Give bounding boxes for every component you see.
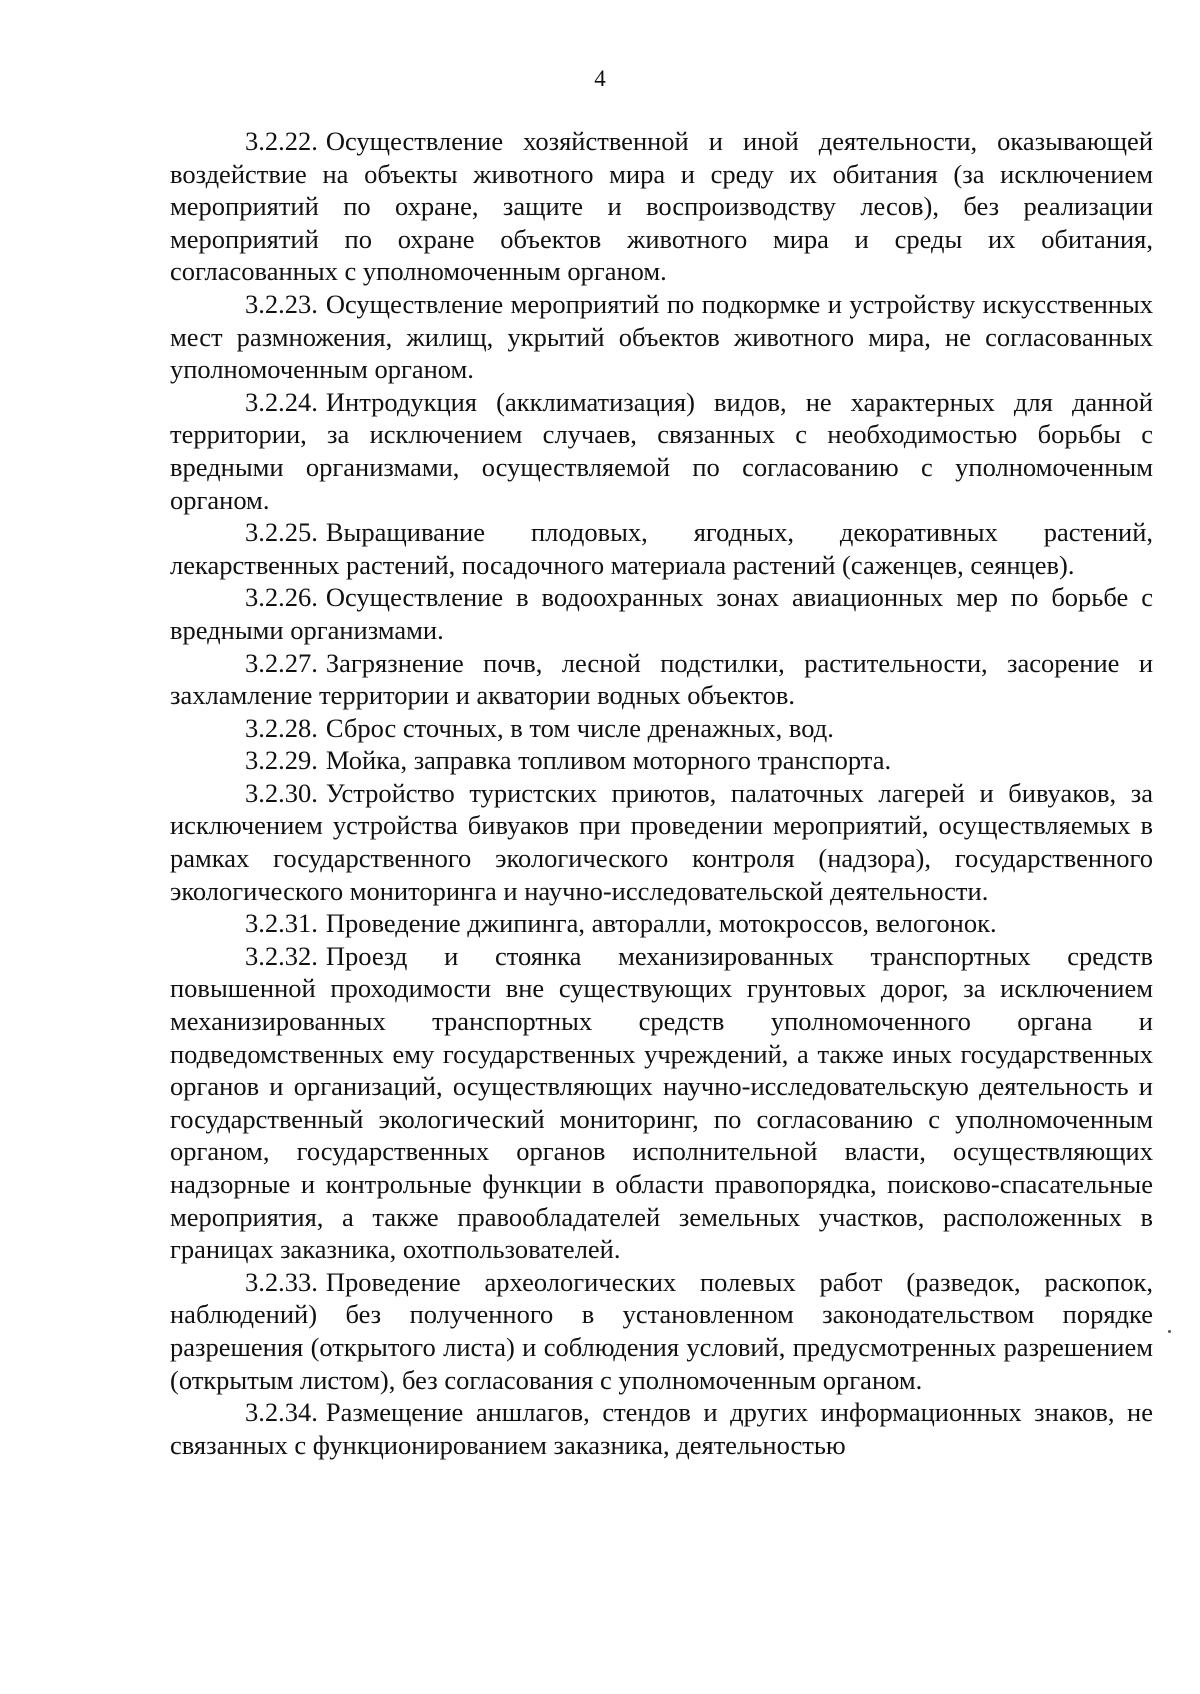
paragraph-text: Сброс сточных, в том числе дренажных, вод. [325, 712, 834, 743]
paragraph-number: 3.2.24. [245, 386, 318, 417]
paragraph-text: Осуществление хозяйственной и иной деятельности, оказывающей воздействие на объекты животного мира и среду их обитания (за исключением мероприятий по охране, защите и воспроизводству лесов), без реализации мероприятий по охране объектов животного мира и среды их обитания, согласованных с уполномоченным органом. [170, 126, 1153, 287]
paragraph-3-2-22 [170, 125, 1153, 288]
paragraph-number: 3.2.23. [245, 288, 318, 319]
paragraph-text: Устройство туристских приютов, палаточных лагерей и бивуаков, за исключением устройства бивуаков при проведении мероприятий, осуществляемых в рамках государственного экологического контроля (надзора), государственного экологического мониторинга и научно-исследовательской деятельности. [170, 777, 1153, 906]
paragraph-text: Размещение аншлагов, стендов и других информационных знаков, не связанных с функционированием заказника, деятельностью [170, 1397, 1153, 1460]
page-number: 4 [594, 66, 606, 91]
paragraph-3-2-23 [170, 288, 1153, 386]
paragraph-3-2-28 [170, 712, 1153, 745]
paragraph-text: Проведение археологических полевых работ (разведок, раскопок, наблюдений) без полученного в установленном законодательством порядке разрешения (открытого листа) и соблюдения условий, предусмотренных разрешением (открытым листом), без согласования с уполномоченным органом. [170, 1266, 1153, 1395]
paragraph-number: 3.2.27. [245, 647, 318, 678]
paragraph-text: Выращивание плодовых, ягодных, декоративных растений, лекарственных растений, посадочного материала растений (саженцев, сеянцев). [170, 517, 1153, 580]
paragraph-number: 3.2.25. [245, 517, 318, 548]
paragraph-3-2-34 [170, 1396, 1153, 1461]
paragraph-text: Загрязнение почв, лесной подстилки, растительности, засорение и захламление территории и акватории водных объектов. [170, 647, 1153, 711]
paragraph-number: 3.2.31. [245, 908, 318, 939]
paragraph-3-2-33 [170, 1266, 1153, 1396]
paragraph-3-2-25 [170, 516, 1153, 581]
paragraph-number: 3.2.28. [245, 712, 318, 743]
paragraph-number: 3.2.32. [245, 940, 318, 971]
document-body [170, 125, 1153, 1461]
paragraph-number: 3.2.30. [245, 777, 318, 808]
paragraph-3-2-24 [170, 386, 1153, 516]
paragraph-text: Проезд и стоянка механизированных транспортных средств повышенной проходимости вне существующих грунтовых дорог, за исключением механизированных транспортных средств уполномоченного органа и подведомственных ему государственных учреждений, а также иных государственных органов и организаций, осуществляющих научно-исследовательскую деятельность и государственный экологический мониторинг, по согласованию с уполномоченным органом, государственных органов исполнительной власти, осуществляющих надзорные и контрольные функции в области правопорядка, поисково-спасательные мероприятия, а также правообладателей земельных участков, расположенных в границах заказника, охотпользователей. [170, 940, 1153, 1265]
scan-speck [1168, 1330, 1171, 1333]
paragraph-text: Мойка, заправка топливом моторного транспорта. [325, 745, 892, 776]
paragraph-text: Осуществление мероприятий по подкормке и устройству искусственных мест размножения, жилищ, укрытий объектов животного мира, не согласованных уполномоченным органом. [170, 288, 1153, 385]
paragraph-text: Осуществление в водоохранных зонах авиационных мер по борьбе с вредными организмами. [170, 582, 1153, 645]
paragraph-number: 3.2.22. [245, 126, 318, 156]
paragraph-3-2-31 [170, 907, 1153, 940]
paragraph-number: 3.2.29. [245, 745, 318, 776]
paragraph-number: 3.2.26. [245, 582, 318, 613]
paragraph-3-2-26 [170, 581, 1153, 646]
paragraph-3-2-29 [170, 744, 1153, 777]
paragraph-text: Проведение джипинга, авторалли, мотокроссов, велогонок. [325, 908, 997, 939]
paragraph-3-2-32 [170, 940, 1153, 1266]
paragraph-3-2-27 [170, 647, 1153, 712]
paragraph-number: 3.2.34. [245, 1397, 318, 1428]
paragraph-text: Интродукция (акклиматизация) видов, не характерных для данной территории, за исключением случаев, связанных с необходимостью борьбы с вредными организмами, осуществляемой по согласованию с уполномоченным органом. [170, 386, 1153, 515]
paragraph-3-2-30 [170, 777, 1153, 907]
paragraph-number: 3.2.33. [245, 1266, 318, 1297]
